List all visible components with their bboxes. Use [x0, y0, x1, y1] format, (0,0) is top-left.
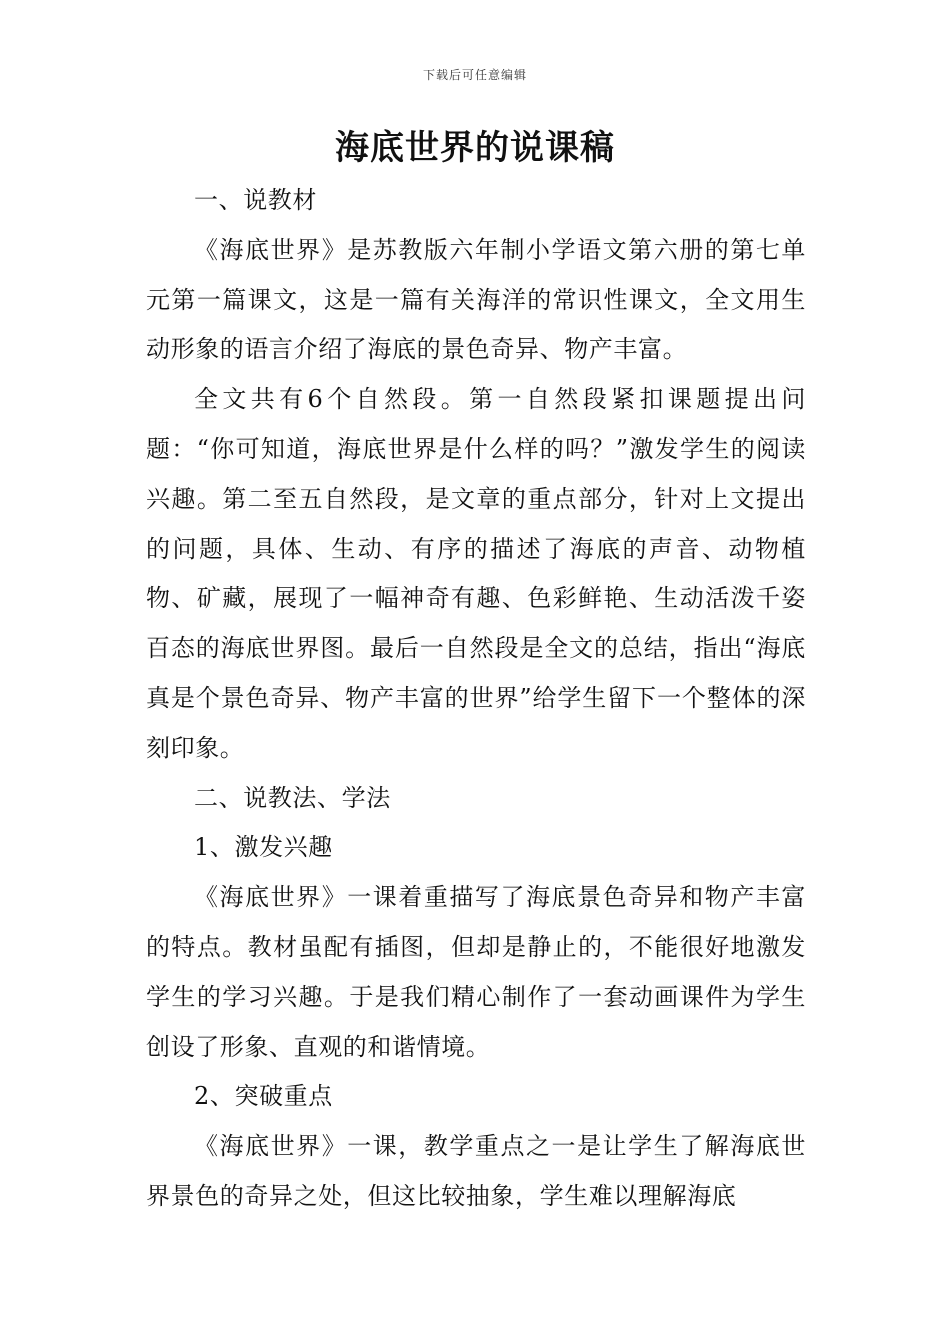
paragraph-interest: 《海底世界》一课着重描写了海底景色奇异和物产丰富的特点。教材虽配有插图，但却是静止的，不能很好地激发学生的学习兴趣。于是我们精心制作了一套动画课件为学生创设了形象、直观的和谐情境。	[146, 883, 806, 1061]
section-heading-textbook: 一、说教材	[194, 186, 317, 214]
document-body	[146, 176, 806, 1222]
subheading-key-points: 2、突破重点	[194, 1082, 333, 1111]
paragraph-key-points: 《海底世界》一课，教学重点之一是让学生了解海底世界景色的奇异之处，但这比较抽象，学生难以理解海底	[146, 1132, 806, 1210]
paragraph-intro: 《海底世界》是苏教版六年制小学语文第六册的第七单元第一篇课文，这是一篇有关海洋的常识性课文，全文用生动形象的语言介绍了海底的景色奇异、物产丰富。	[146, 235, 806, 364]
header-note: 下载后可任意编辑	[422, 68, 527, 82]
paragraph-structure: 全文共有6个自然段。第一自然段紧扣课题提出问题：“你可知道，海底世界是什么样的吗？”激发学生的阅读兴趣。第二至五自然段，是文章的重点部分，针对上文提出的问题，具体、生动、有序的描述了海底的声音、动物植物、矿藏，展现了一幅神奇有趣、色彩鲜艳、生动活泼千姿百态的海底世界图。最后一自然段是全文的总结，指出“海底真是个景色奇异、物产丰富的世界”给学生留下一个整体的深刻印象。	[146, 385, 806, 762]
document-title: 海底世界的说课稿	[335, 128, 615, 168]
section-heading-methods: 二、说教法、学法	[194, 783, 391, 812]
subheading-interest: 1、激发兴趣	[194, 833, 333, 862]
